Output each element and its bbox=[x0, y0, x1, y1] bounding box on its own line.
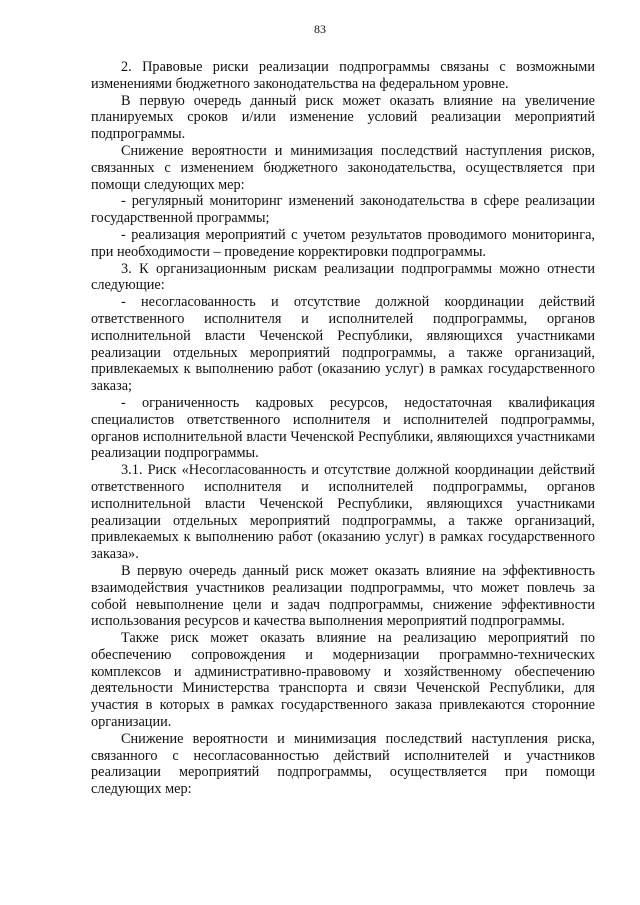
paragraph: 3.1. Риск «Несогласованность и отсутствие должной координации действий ответственного исполнителя и исполнителей подпрограммы, органов исполнительной власти Чеченской Республики, являющихся участниками реализации отдельных мероприятий подпрограммы, а также организаций, привлекаемых к выполнению работ (оказанию услуг) в рамках государственного заказа». bbox=[91, 462, 595, 563]
paragraph: В первую очередь данный риск может оказать влияние на эффективность взаимодействия участников реализации подпрограммы, что может повлечь за собой невыполнение цели и задач подпрограммы, снижение эффективности использования ресурсов и качества выполнения мероприятий подпрограммы. bbox=[91, 562, 595, 630]
bullet-item: - регулярный мониторинг изменений законодательства в сфере реализации государственной программы; bbox=[91, 193, 595, 227]
paragraph: Снижение вероятности и минимизация последствий наступления риска, связанного с несогласованностью действий исполнителей и участников реализации мероприятий подпрограммы, осуществляется при помощи следующих мер: bbox=[91, 730, 595, 798]
bullet-item: - ограниченность кадровых ресурсов, недостаточная квалификация специалистов ответственного исполнителя и исполнителей подпрограммы, органов исполнительной власти Чеченской Республики, являющихся участниками реализации подпрограммы. bbox=[91, 394, 595, 462]
document-body bbox=[91, 59, 595, 798]
bullet-item: - несогласованность и отсутствие должной координации действий ответственного исполнителя и исполнителей подпрограммы, органов исполнительной власти Чеченской Республики, являющихся участниками реализации отдельных мероприятий подпрограммы, а также организаций, привлекаемых к выполнению работ (оказанию услуг) в рамках государственного заказа; bbox=[91, 294, 595, 395]
paragraph: 2. Правовые риски реализации подпрограммы связаны с возможными изменениями бюджетного законодательства на федеральном уровне. bbox=[91, 59, 595, 92]
paragraph: Снижение вероятности и минимизация последствий наступления рисков, связанных с изменением бюджетного законодательства, осуществляется при помощи следующих мер: bbox=[91, 142, 595, 193]
paragraph: 3. К организационным рискам реализации подпрограммы можно отнести следующие: bbox=[91, 260, 595, 294]
bullet-item: - реализация мероприятий с учетом результатов проводимого мониторинга, при необходимости – проведение корректировки подпрограммы. bbox=[91, 226, 595, 260]
paragraph: В первую очередь данный риск может оказать влияние на увеличение планируемых сроков и/или изменение условий реализации мероприятий подпрограммы. bbox=[91, 92, 595, 143]
paragraph: Также риск может оказать влияние на реализацию мероприятий по обеспечению сопровождения и модернизации программно-технических комплексов и административно-правовому и хозяйственному обеспечению деятельности Министерства транспорта и связи Чеченской Республики, для участия в которых в рамках государственного заказа привлекаются сторонние организации. bbox=[91, 630, 595, 731]
page-number: 83 bbox=[314, 22, 326, 36]
